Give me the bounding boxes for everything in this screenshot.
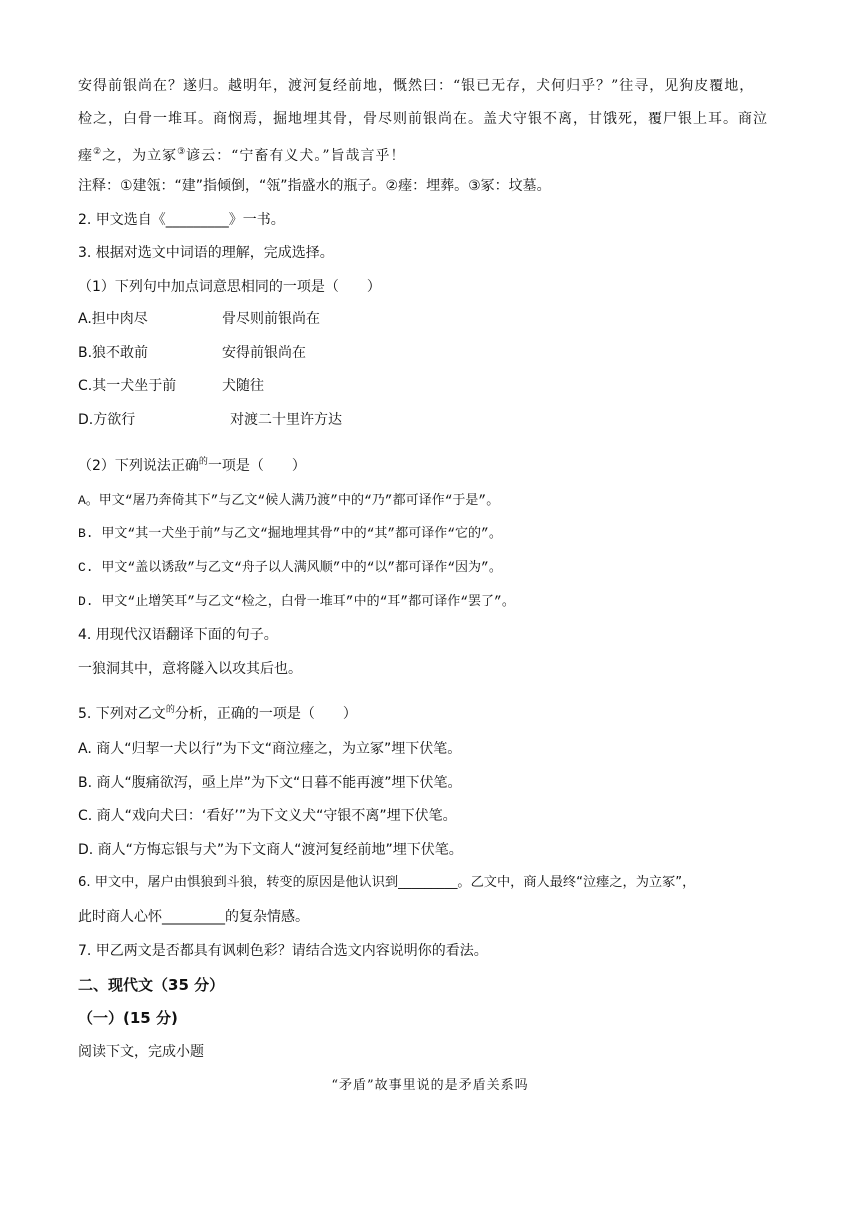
question-2: 2. 甲文选自《_________》一书。: [78, 212, 285, 228]
question-3-2: [78, 452, 306, 476]
q3-1-option-c: [78, 376, 264, 396]
q3-2-option-b: B. 甲文“其一犬坐于前”与乙文“掘地埋其骨”中的“其”都可译作“它的”。: [78, 526, 502, 541]
q5-option-b: B. 商人“腹痛欲泻，亟上岸”为下文“日暮不能再渡”埋下伏笔。: [78, 775, 462, 791]
q5-start: 5. 下列对乙文: [78, 706, 166, 722]
article-title: “矛盾”故事里说的是矛盾关系吗: [331, 1078, 529, 1093]
q5-option-c: C. 商人“戏向犬曰：‘看好’”为下文义犬“守银不离”埋下伏笔。: [78, 808, 457, 824]
option-d-left: D.方欲行: [78, 412, 136, 428]
question-6-line-2: 此时商人心怀_________的复杂情感。: [78, 909, 309, 925]
q5-option-a: A. 商人“归挈一犬以行”为下文“商泣瘗之，为立冢”埋下伏笔。: [78, 741, 462, 757]
reading-instruction: 阅读下文，完成小题: [78, 1044, 204, 1060]
option-b-right: 安得前银尚在: [222, 345, 306, 361]
question-3-1: （1）下列句中加点词意思相同的一项是（ ）: [78, 279, 381, 295]
passage-line-2: 检之，白骨一堆耳。商悯焉，掘地埋其骨，骨尽则前银尚在。盖犬守银不离，甘饿死，覆尸银上耳。商泣: [78, 111, 768, 127]
question-5: [78, 700, 357, 724]
option-a-right: 骨尽则前银尚在: [222, 311, 320, 327]
q3-1-option-b: [78, 343, 306, 363]
option-c-right: 犬随往: [222, 378, 264, 394]
q3-2-superscript: 的: [198, 457, 208, 467]
q5-superscript: 的: [165, 705, 175, 715]
q3-1-option-a: [78, 309, 320, 329]
q3-2-end: 一项是（ ）: [207, 458, 306, 474]
notes: 注释：①建瓴：“建”指倾倒，“瓴”指盛水的瓶子。②瘗：埋葬。③冢：坟墓。: [78, 178, 551, 194]
passage-line-3-end: 谚云：“宁畜有义犬。”旨哉言乎！: [186, 148, 406, 164]
question-3: 3. 根据对选文中词语的理解，完成选择。: [78, 245, 334, 261]
q3-1-option-d: [78, 410, 342, 430]
passage-line-3-mid: 之，为立冢: [102, 148, 178, 164]
footnote-marker-3: ③: [177, 147, 187, 157]
footnote-marker-2: ②: [93, 147, 103, 157]
q3-2-option-c: C. 甲文“盖以诱敌”与乙文“舟子以人满风顺”中的“以”都可译作“因为”。: [78, 560, 502, 575]
passage-line-3: [78, 142, 405, 166]
option-b-left: B.狼不敢前: [78, 345, 149, 361]
question-6-line-1: 6. 甲文中，屠户由惧狼到斗狼，转变的原因是他认识到_________。乙文中，商人最终“泣瘗之，为立冢”，: [78, 875, 696, 890]
option-c-left: C.其一犬坐于前: [78, 378, 177, 394]
passage-line-3-start: 瘗: [78, 148, 93, 164]
q5-option-d: D. 商人“方悔忘银与犬”为下文商人“渡河复经前地”埋下伏笔。: [78, 842, 463, 858]
passage-line-1: 安得前银尚在？遂归。越明年，渡河复经前地，慨然曰：“银已无存，犬何归乎？”往寻，见狗皮覆地，: [78, 78, 755, 94]
section-2-heading: 二、现代文（35 分）: [78, 976, 225, 994]
question-4: 4. 用现代汉语翻译下面的句子。: [78, 627, 278, 643]
q3-2-option-d: D. 甲文“止增笑耳”与乙文“检之，白骨一堆耳”中的“耳”都可译作“罢了”。: [78, 594, 515, 609]
question-7: 7. 甲乙两文是否都具有讽刺色彩？请结合选文内容说明你的看法。: [78, 943, 488, 959]
question-4-sentence: 一狼洞其中，意将隧入以攻其后也。: [78, 661, 302, 677]
q3-2-option-a: A。甲文“屠乃奔倚其下”与乙文“候人满乃渡”中的“乃”都可译作“于是”。: [78, 493, 500, 508]
q5-end: 分析，正确的一项是（ ）: [174, 706, 357, 722]
option-a-left: A.担中肉尽: [78, 311, 148, 327]
option-d-right: 对渡二十里许方达: [230, 412, 342, 428]
q3-2-start: （2）下列说法正确: [78, 458, 199, 474]
section-2-subheading: （一）(15 分): [78, 1009, 178, 1027]
